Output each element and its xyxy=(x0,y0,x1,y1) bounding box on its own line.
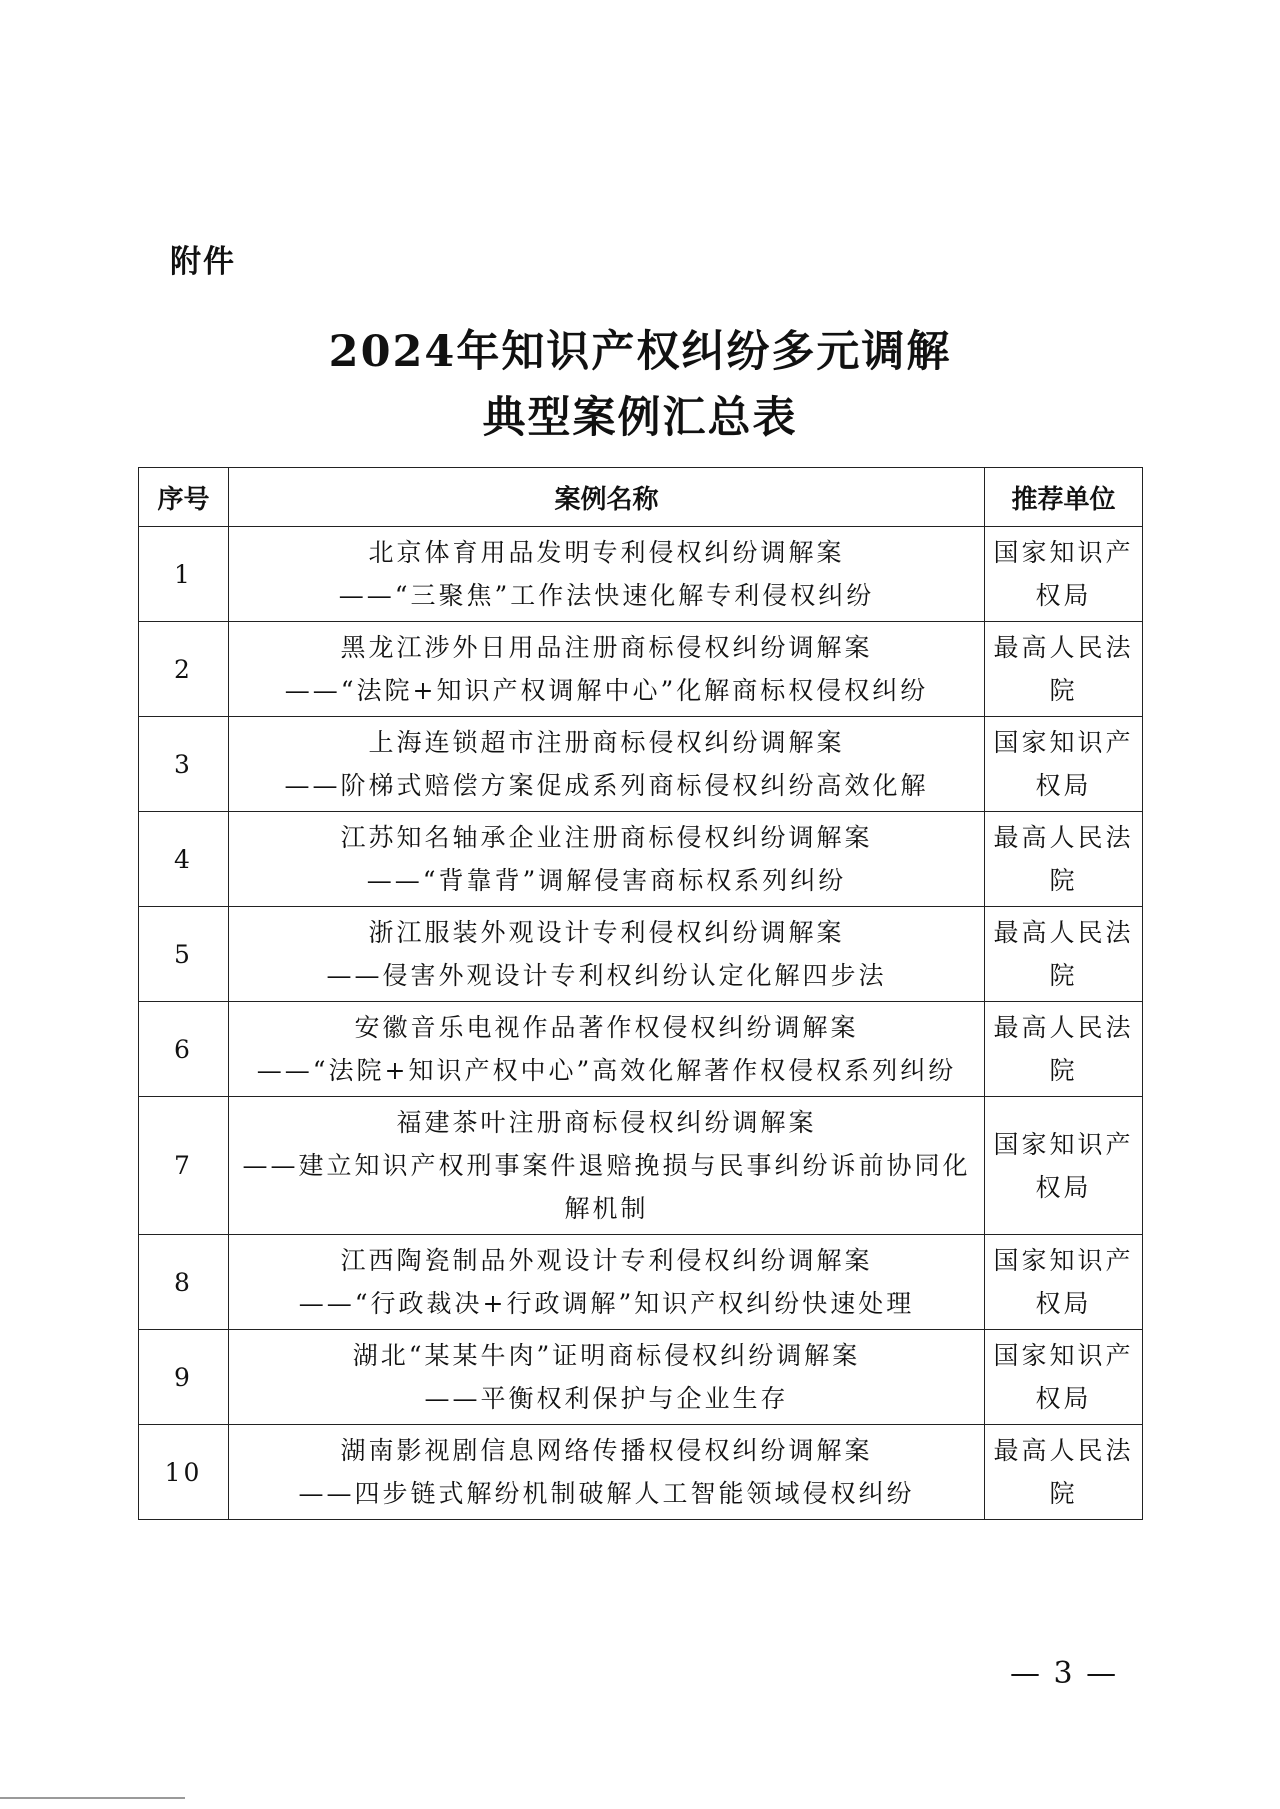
case-number: 7 xyxy=(139,1097,229,1235)
document-title-line1: 2024年知识产权纠纷多元调解 xyxy=(328,327,952,377)
recommending-unit: 国家知识产权局 xyxy=(985,1097,1143,1235)
case-name xyxy=(229,1002,985,1097)
recommending-unit: 最高人民法院 xyxy=(985,812,1143,907)
recommending-unit: 国家知识产权局 xyxy=(985,1235,1143,1330)
case-number: 9 xyxy=(139,1330,229,1425)
case-number: 4 xyxy=(139,812,229,907)
case-name xyxy=(229,812,985,907)
table-header-row xyxy=(139,468,1143,527)
case-subtitle: ——平衡权利保护与企业生存 xyxy=(424,1384,789,1413)
case-summary-table xyxy=(138,467,1143,1520)
case-number: 2 xyxy=(139,622,229,717)
case-name xyxy=(229,1330,985,1425)
case-name xyxy=(229,907,985,1002)
case-number: 5 xyxy=(139,907,229,1002)
case-title: 北京体育用品发明专利侵权纠纷调解案 xyxy=(368,538,845,567)
case-name xyxy=(229,1097,985,1235)
case-title: 湖北“某某牛肉”证明商标侵权纠纷调解案 xyxy=(352,1341,861,1370)
header-recommending-unit: 推荐单位 xyxy=(985,468,1143,527)
recommending-unit: 国家知识产权局 xyxy=(985,527,1143,622)
case-title: 湖南影视剧信息网络传播权侵权纠纷调解案 xyxy=(340,1436,873,1465)
header-case-name: 案例名称 xyxy=(229,468,985,527)
case-title: 安徽音乐电视作品著作权侵权纠纷调解案 xyxy=(354,1013,859,1042)
case-title: 上海连锁超市注册商标侵权纠纷调解案 xyxy=(368,728,845,757)
recommending-unit: 最高人民法院 xyxy=(985,1425,1143,1520)
header-no: 序号 xyxy=(139,468,229,527)
case-title: 江西陶瓷制品外观设计专利侵权纠纷调解案 xyxy=(340,1246,873,1275)
case-number: 10 xyxy=(139,1425,229,1520)
recommending-unit: 国家知识产权局 xyxy=(985,717,1143,812)
case-subtitle: ——建立知识产权刑事案件退赔挽损与民事纠纷诉前协同化解机制 xyxy=(242,1151,971,1223)
case-number: 3 xyxy=(139,717,229,812)
case-name xyxy=(229,622,985,717)
case-subtitle: ——侵害外观设计专利权纠纷认定化解四步法 xyxy=(326,961,887,990)
case-name xyxy=(229,1425,985,1520)
case-subtitle: ——“行政裁决+行政调解”知识产权纠纷快速处理 xyxy=(298,1289,915,1318)
case-title: 江苏知名轴承企业注册商标侵权纠纷调解案 xyxy=(340,823,873,852)
table-row xyxy=(139,622,1143,717)
page-number: — 3 — xyxy=(1010,1656,1119,1691)
case-name xyxy=(229,717,985,812)
table-row xyxy=(139,527,1143,622)
case-title: 黑龙江涉外日用品注册商标侵权纠纷调解案 xyxy=(340,633,873,662)
case-subtitle: ——四步链式解纷机制破解人工智能领域侵权纠纷 xyxy=(298,1479,915,1508)
document-title-line2: 典型案例汇总表 xyxy=(482,393,798,443)
recommending-unit: 最高人民法院 xyxy=(985,622,1143,717)
case-title: 浙江服装外观设计专利侵权纠纷调解案 xyxy=(368,918,845,947)
table-row xyxy=(139,907,1143,1002)
case-name xyxy=(229,1235,985,1330)
scan-edge-line xyxy=(0,1797,185,1799)
case-subtitle: ——“背靠背”调解侵害商标权系列纠纷 xyxy=(366,866,847,895)
table-row xyxy=(139,717,1143,812)
table-row xyxy=(139,1425,1143,1520)
case-number: 1 xyxy=(139,527,229,622)
case-subtitle: ——“法院+知识产权中心”高效化解著作权侵权系列纠纷 xyxy=(256,1056,957,1085)
recommending-unit: 最高人民法院 xyxy=(985,907,1143,1002)
table-row xyxy=(139,1235,1143,1330)
case-subtitle: ——“三聚焦”工作法快速化解专利侵权纠纷 xyxy=(338,581,875,610)
table-row xyxy=(139,1002,1143,1097)
case-subtitle: ——阶梯式赔偿方案促成系列商标侵权纠纷高效化解 xyxy=(284,771,929,800)
attachment-label: 附件 xyxy=(170,244,236,280)
case-number: 6 xyxy=(139,1002,229,1097)
case-number: 8 xyxy=(139,1235,229,1330)
case-name xyxy=(229,527,985,622)
recommending-unit: 国家知识产权局 xyxy=(985,1330,1143,1425)
table-row xyxy=(139,812,1143,907)
case-title: 福建茶叶注册商标侵权纠纷调解案 xyxy=(396,1108,817,1137)
table-row xyxy=(139,1097,1143,1235)
table-row xyxy=(139,1330,1143,1425)
recommending-unit: 最高人民法院 xyxy=(985,1002,1143,1097)
case-subtitle: ——“法院+知识产权调解中心”化解商标权侵权纠纷 xyxy=(284,676,929,705)
